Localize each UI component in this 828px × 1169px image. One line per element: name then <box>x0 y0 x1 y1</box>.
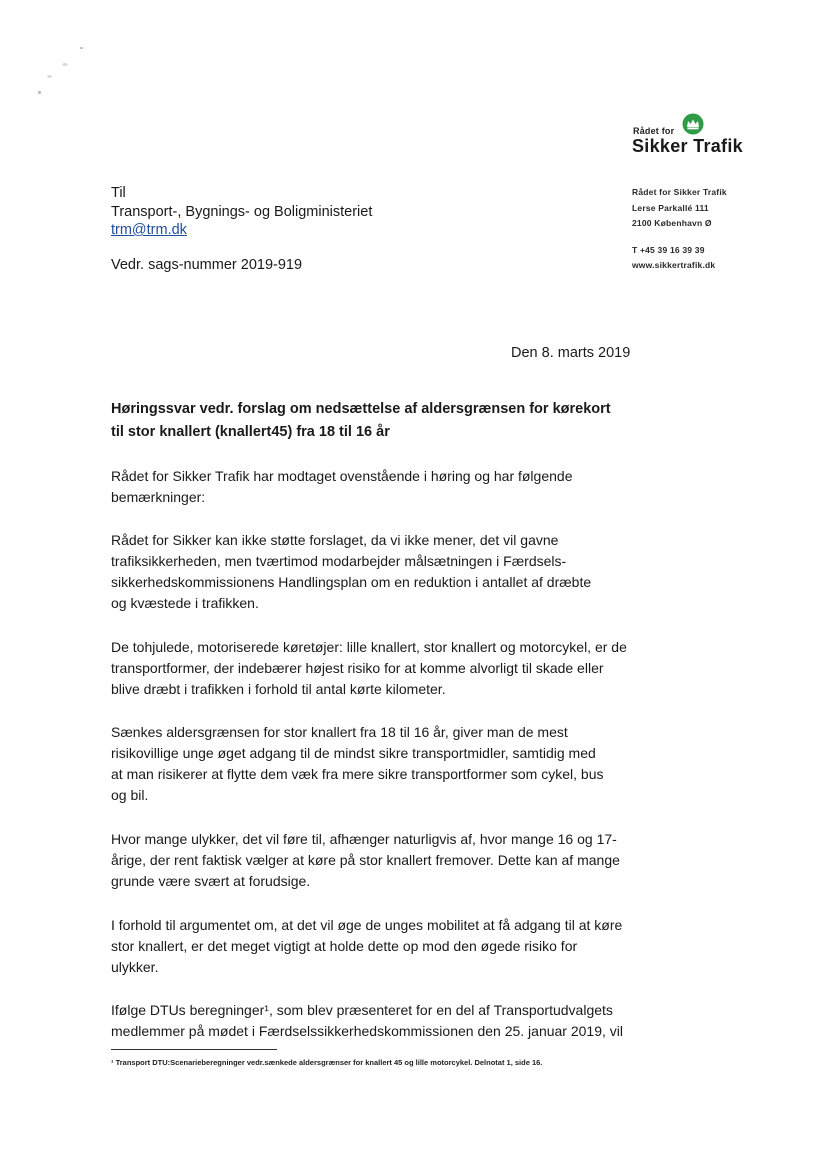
case-number: Vedr. sags-nummer 2019-919 <box>111 257 303 273</box>
sender-phone: T +45 39 16 39 39 <box>632 245 705 255</box>
paragraph-line: grunde være svært at forudsige. <box>111 873 311 889</box>
sender-street: Lerse Parkallé 111 <box>632 203 709 213</box>
paragraph <box>111 637 636 700</box>
sender-name: Rådet for Sikker Trafik <box>632 187 727 197</box>
paragraph <box>111 466 636 508</box>
paragraph-line: Rådet for Sikker Trafik har modtaget ovenstående i høring og har følgende <box>111 468 573 484</box>
recipient-email-link[interactable]: trm@trm.dk <box>111 222 187 238</box>
subject-line: til stor knallert (knallert45) fra 18 til 16 år <box>111 424 390 440</box>
scan-speck <box>38 91 41 94</box>
paragraph-line: medlemmer på mødet i Færdselssikkerhedskommissionen den 25. januar 2019, vil <box>111 1023 623 1039</box>
scan-speck <box>80 47 83 49</box>
paragraph <box>111 1000 636 1042</box>
paragraph-line: transportformer, der indebærer højest risiko for at komme alvorligt til skade eller <box>111 660 604 676</box>
scan-speck <box>47 75 52 78</box>
paragraph <box>111 915 636 978</box>
paragraph-line: Ifølge DTUs beregninger¹, som blev præsenteret for en del af Transportudvalgets <box>111 1002 613 1018</box>
sender-web[interactable]: www.sikkertrafik.dk <box>632 260 716 270</box>
paragraph-line: og bil. <box>111 787 149 803</box>
paragraph-line: årige, der rent faktisk vælger at køre på stor knallert fremover. Dette kan af mange <box>111 852 620 868</box>
scan-speck <box>62 63 68 66</box>
recipient-to: Til <box>111 185 126 201</box>
paragraph-line: bemærkninger: <box>111 489 206 505</box>
paragraph-line: I forhold til argumentet om, at det vil øge de unges mobilitet at få adgang til at køre <box>111 917 623 933</box>
paragraph-line: ulykker. <box>111 959 159 975</box>
letter-date: Den 8. marts 2019 <box>511 345 631 361</box>
paragraph-line: De tohjulede, motoriserede køretøjer: lille knallert, stor knallert og motorcykel, er de <box>111 639 627 655</box>
recipient-ministry: Transport-, Bygnings- og Boligministeriet <box>111 204 373 220</box>
paragraph-line: Rådet for Sikker kan ikke støtte forslaget, da vi ikke mener, det vil gavne <box>111 532 559 548</box>
paragraph <box>111 829 636 892</box>
footnote-divider <box>111 1049 277 1050</box>
paragraph-line: trafiksikkerheden, men tværtimod modarbejder målsætningen i Færdsels- <box>111 553 567 569</box>
sender-city: 2100 København Ø <box>632 218 712 228</box>
footnote: ¹ Transport DTU:Scenarieberegninger vedr.sænkede aldersgrænser for knallert 45 og lille motorcykel. Delnotat 1, side 16. <box>111 1058 543 1067</box>
paragraph-line: blive dræbt i trafikken i forhold til antal kørte kilometer. <box>111 681 446 697</box>
paragraph-line: stor knallert, er det meget vigtigt at holde dette op mod den øgede risiko for <box>111 938 578 954</box>
paragraph <box>111 530 636 614</box>
logo-top-text: Rådet for <box>633 126 675 136</box>
logo-main-text: Sikker Trafik <box>632 136 743 156</box>
letter-subject <box>111 398 631 444</box>
paragraph-line: risikovillige unge øget adgang til de mindst sikre transportmidler, samtidig med <box>111 745 596 761</box>
paragraph-line: at man risikerer at flytte dem væk fra mere sikre transportformer som cykel, bus <box>111 766 604 782</box>
crown-logo-icon <box>682 113 704 135</box>
paragraph-line: sikkerhedskommissionens Handlingsplan om en reduktion i antallet af dræbte <box>111 574 592 590</box>
subject-line: Høringssvar vedr. forslag om nedsættelse af aldersgrænsen for kørekort <box>111 401 611 417</box>
paragraph <box>111 722 636 806</box>
paragraph-line: Hvor mange ulykker, det vil føre til, afhænger naturligvis af, hvor mange 16 og 17- <box>111 831 617 847</box>
paragraph-line: og kvæstede i trafikken. <box>111 595 259 611</box>
paragraph-line: Sænkes aldersgrænsen for stor knallert fra 18 til 16 år, giver man de mest <box>111 724 568 740</box>
